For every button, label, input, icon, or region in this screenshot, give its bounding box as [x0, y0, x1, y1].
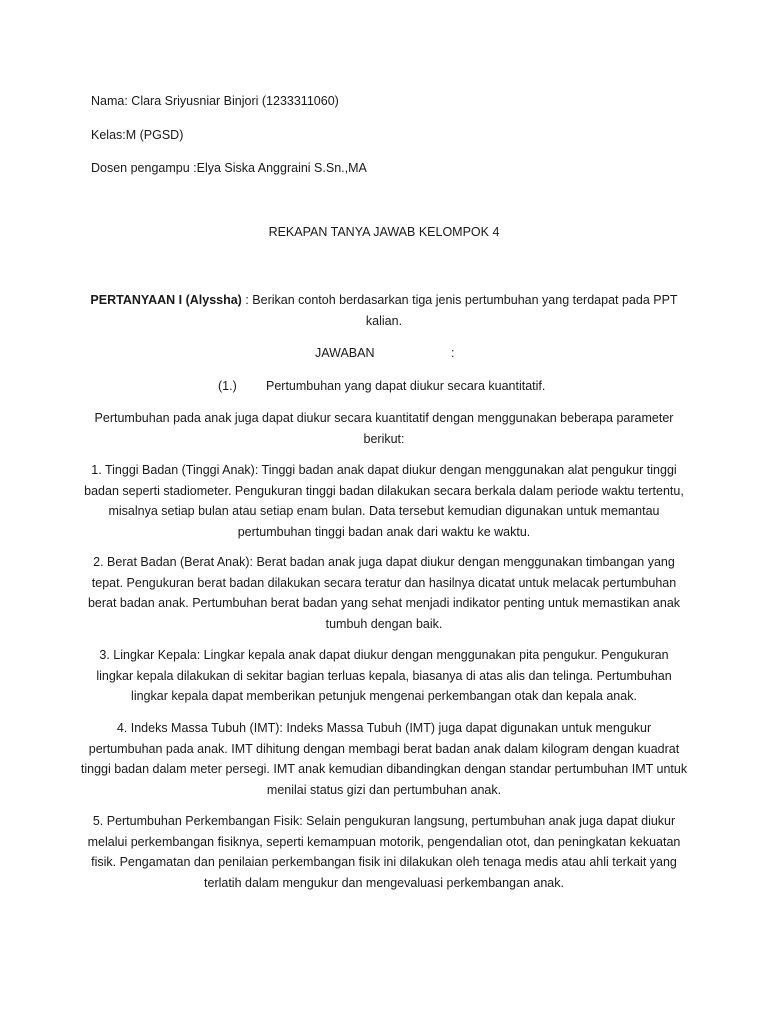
point-paragraph: 1. Tinggi Badan (Tinggi Anak): Tinggi badan anak dapat diukur dengan menggunakan alat pengukur tinggi badan seperti stadiometer. Pengukuran tinggi badan dilakukan secara berkala dalam periode waktu tertentu, misalnya setiap bulan atau setiap enam bulan. Data tersebut kemudian digunakan untuk memantau pertumbuhan tinggi badan anak dari waktu ke waktu.: [84, 463, 684, 539]
lecturer-info: Dosen pengampu :Elya Siska Anggraini S.Sn.,MA: [91, 161, 367, 175]
intro-paragraph: Pertumbuhan pada anak juga dapat diukur secara kuantitatif dengan menggunakan beberapa parameter berikut:: [94, 411, 674, 446]
point-paragraph: 4. Indeks Massa Tubuh (IMT): Indeks Massa Tubuh (IMT) juga dapat digunakan untuk mengukur pertumbuhan pada anak. IMT dihitung dengan membagi berat badan anak dalam kilogram dengan kuadrat tinggi badan dalam meter persegi. IMT anak kemudian dibandingkan dengan standar pertumbuhan IMT untuk menilai status gizi dan pertumbuhan anak.: [80, 721, 688, 797]
point-paragraph: 5. Pertumbuhan Perkembangan Fisik: Selain pengukuran langsung, pertumbuhan anak juga dapat diukur melalui perkembangan fisiknya, seperti kemampuan motorik, pengendalian otot, dan peningkatan kekuatan fisik. Pengamatan dan penilaian perkembangan fisik ini dilakukan oleh tenaga medis atau ahli terkait yang terlatih dalam mengukur dan mengevaluasi perkembangan anak.: [87, 814, 681, 890]
question-text: : Berikan contoh berdasarkan tiga jenis pertumbuhan yang terdapat pada PPT kalian.: [241, 293, 678, 328]
class-info: Kelas:M (PGSD): [91, 128, 184, 142]
student-name: Nama: Clara Sriyusniar Binjori (1233311060): [91, 94, 339, 108]
document-title: REKAPAN TANYA JAWAB KELOMPOK 4: [268, 225, 500, 239]
answer-label: JAWABAN: [315, 346, 375, 360]
question-label: PERTANYAAN I (Alyssha): [90, 293, 242, 307]
answer-item-number: (1.): [218, 379, 237, 393]
answer-colon: :: [451, 346, 455, 360]
answer-item-title: Pertumbuhan yang dapat diukur secara kuantitatif.: [266, 379, 546, 393]
point-paragraph: 2. Berat Badan (Berat Anak): Berat badan anak juga dapat diukur dengan menggunakan timbangan yang tepat. Pengukuran berat badan dilakukan secara teratur dan hasilnya dicatat untuk melacak pertumbuhan berat badan anak. Pertumbuhan berat badan yang sehat menjadi indikator penting untuk memastikan anak tumbuh dengan baik.: [87, 555, 681, 631]
question-paragraph: [80, 290, 688, 331]
point-paragraph: 3. Lingkar Kepala: Lingkar kepala anak dapat diukur dengan menggunakan pita pengukur. Pengukuran lingkar kepala dilakukan di sekitar bagian terluas kepala, biasanya di atas alis dan telinga. Pertumbuhan lingkar kepala dapat memberikan petunjuk mengenai perkembangan otak dan kepala anak.: [96, 648, 672, 703]
